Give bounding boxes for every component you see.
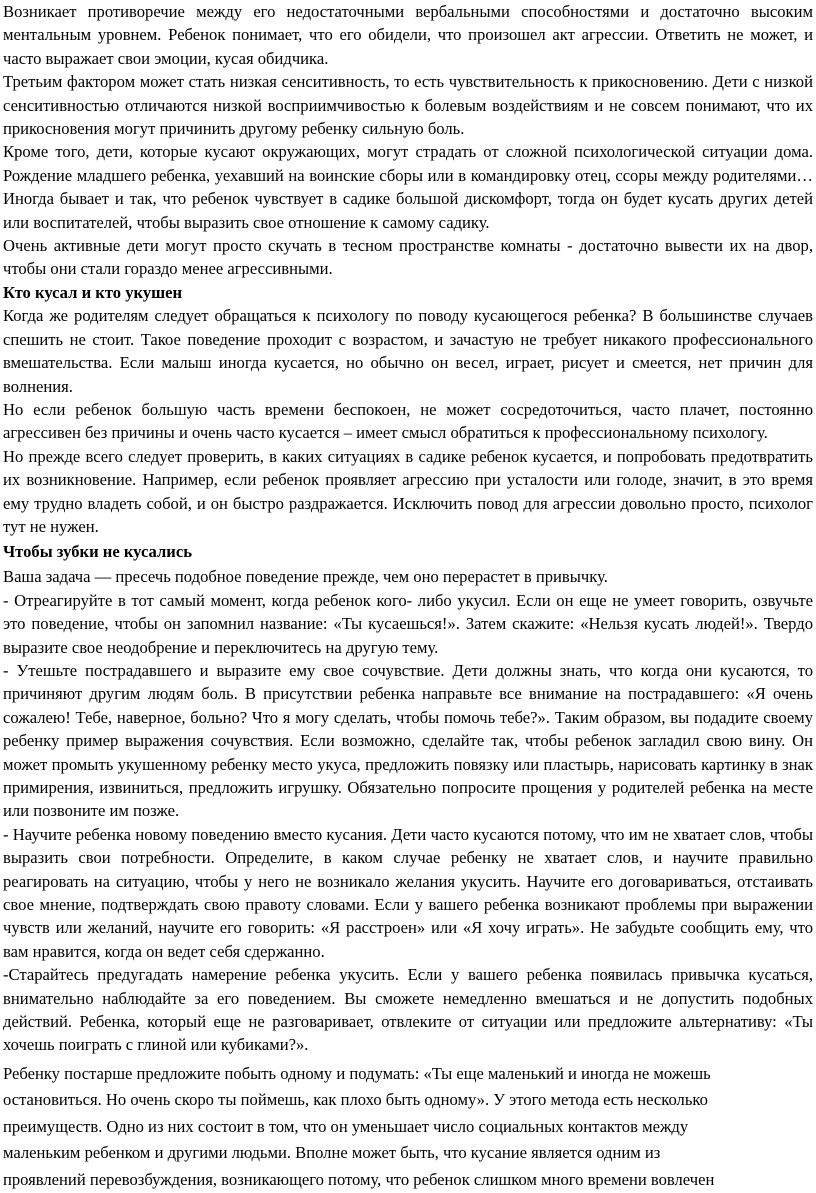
paragraph: Возникает противоречие между его недостаточными вербальными способностями и достаточно высоким ментальным уровнем. Ребенок понимает, что его обидели, что произошел акт агрессии. Ответить не может, и часто выражает свои эмоции, кусая обидчика. [3, 2, 813, 68]
paragraph: Третьим фактором может стать низкая сенситивность, то есть чувствительность к прикосновению. Дети с низкой сенситивностью отличаются низкой восприимчивостью к болевым воздействиям и не совсем понимают, что их прикосновения могут причинить другому ребенку сильную боль. [3, 72, 813, 139]
text-line: остановиться. Но очень скоро ты поймешь, как плохо быть одному». У этого метода есть несколько [3, 1090, 708, 1110]
paragraph: Кроме того, дети, которые кусают окружающих, могут страдать от сложной психологической ситуации дома. Рождение младшего ребенка, уехавший на воинские сборы или в командировку отец, ссоры между родителями… Иногда бывает и так, что ребенок чувствует в садике большой дискомфорт, тогда он будет кусать других детей или воспитателей, чтобы выразить свое отношение к самому садику. [3, 142, 813, 232]
paragraph: - Отреагируйте в тот самый момент, когда ребенок кого- либо укусил. Если он еще не умеет говорить, озвучьте это поведение, чтобы он запомнил название: «Ты кусаешься!». Затем скажите: «Нельзя кусать людей!». Твердо выразите свое неодобрение и переключитесь на другую тему. [3, 590, 813, 657]
paragraph: - Научите ребенка новому поведению вместо кусания. Дети часто кусаются потому, что им не хватает слов, чтобы выразить свои потребности. Определите, в каком случае ребенку не хватает слов, и научите правильно реагировать на ситуацию, чтобы у него не возникало желания укусить. Научите его договариваться, отстаивать свое мнение, подтверждать свою правоту словами. Если у вашего ребенка возникают проблемы при выражении чувств или желаний, научите его говорить: «Я расстроен» или «Я хочу играть». Не забудьте сообщить ему, что вам нравится, когда он ведет себя сдержанно. [3, 824, 813, 961]
section-heading: Чтобы зубки не кусались [3, 542, 192, 562]
text-line: Ребенку постарше предложите побыть одному и подумать: «Ты еще маленький и иногда не можешь [3, 1063, 711, 1083]
paragraph: Очень активные дети могут просто скучать в тесном пространстве комнаты - достаточно вывести их на двор, чтобы они стали гораздо менее агрессивными. [3, 236, 813, 279]
text-line: маленьким ребенком и другими людьми. Вполне может быть, что кусание является одним из [3, 1143, 661, 1163]
paragraph: Ваша задача — пресечь подобное поведение прежде, чем оно перерастет в привычку. [3, 567, 608, 587]
paragraph: -Старайтесь предугадать намерение ребенка укусить. Если у вашего ребенка появилась привычка кусаться, внимательно наблюдайте за его поведением. Вы сможете немедленно вмешаться и не допустить подобных действий. Ребенка, который еще не разговаривает, отвлеките от ситуации или предложите альтернативу: «Ты хочешь поиграть с глиной или кубиками?». [3, 965, 813, 1055]
paragraph: Но если ребенок большую часть времени беспокоен, не может сосредоточиться, часто плачет, постоянно агрессивен без причины и очень часто кусается – имеет смысл обратиться к профессиональному психологу. [3, 399, 813, 443]
paragraph: Но прежде всего следует проверить, в каких ситуациях в садике ребенок кусается, и попробовать предотвратить их возникновение. Например, если ребенок проявляет агрессию при усталости или голоде, значит, в это время ему трудно владеть собой, и он быстро раздражается. Исключить повод для агрессии довольно просто, психолог тут не нужен. [3, 446, 813, 536]
paragraph: Когда же родителям следует обращаться к психологу по поводу кусающегося ребенка? В большинстве случаев спешить не стоит. Такое поведение проходит с возрастом, и зачастую не требует никакого профессионального вмешательства. Если малыш иногда кусается, но обычно он весел, играет, рисует и смеется, нет причин для волнения. [3, 306, 813, 396]
paragraph: - Утешьте пострадавшего и выразите ему свое сочувствие. Дети должны знать, что когда они кусаются, то причиняют другим людям боль. В присутствии ребенка направьте все внимание на пострадавшего: «Я очень сожалею! Тебе, наверное, больно? Что я могу сделать, чтобы помочь тебе?». Таким образом, вы подадите своему ребенку пример выражения сочувствия. Если возможно, сделайте так, чтобы ребенок загладил свою вину. Он может промыть укушенному ребенку место укуса, предложить повязку или пластырь, нарисовать картинку в знак примирения, извиниться, предложить игрушку. Обязательно попросите прощения у родителей ребенка на месте или позвоните им позже. [3, 660, 813, 821]
text-line: проявлений перевозбуждения, возникающего потому, что ребенок слишком много времени вовлечен [3, 1169, 715, 1189]
text-line: преимуществ. Одно из них состоит в том, что он уменьшает число социальных контактов между [3, 1116, 689, 1136]
section-heading: Кто кусал и кто укушен [3, 282, 183, 302]
